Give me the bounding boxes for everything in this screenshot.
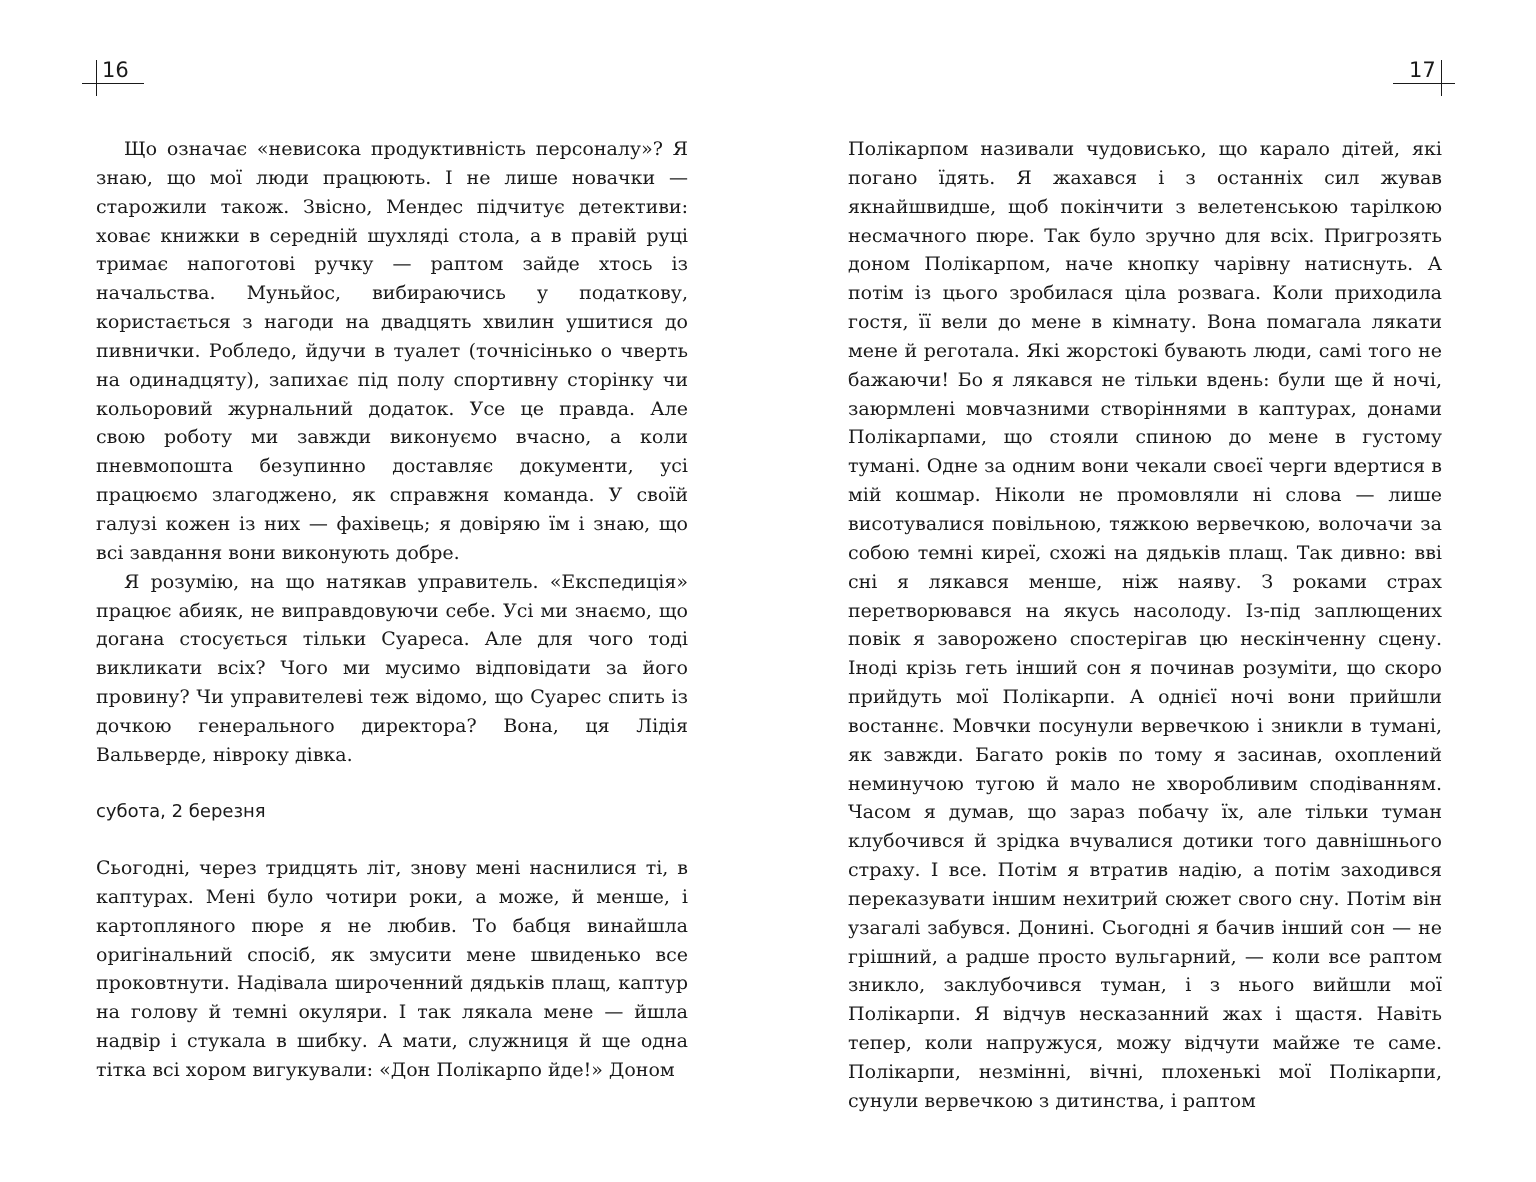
paragraph: Полікарпом називали чудовисько, що карало дітей, які погано їдять. Я жахався і з останніх сил жував якнайшвидше, щоб покінчити з велетенською тарілкою несмачного пюре. Так було зручно для всіх. Пригрозять доном Полікарпом, наче кнопку чарівну натиснуть. А потім із цього зробилася ціла розвага. Коли приходила гостя, її вели до мене в кімнату. Вона помагала лякати мене й реготала. Які жорстокі бувають люди, самі того не бажаючи! Бо я лякався не тільки вдень: були ще й ночі, заюрмлені мовчазними створіннями в каптурах, донами Полікарпами, що стояли спиною до мене в густому тумані. Одне за одним вони чекали своєї черги вдертися в мій кошмар. Ніколи не промовляли ні слова — лише висотувалися повільною, тяжкою вервечкою, волочачи за собою темні киреї, схожі на дядьків плащ. Так дивно: вві сні я лякався менше, ніж наяву. З роками страх перетворювався на якусь насолоду. Із-під заплющених повік я заворожено спостерігав цю нескінченну сцену. Іноді крізь геть інший сон я починав розуміти, що скоро прийдуть мої Полікарпи. А однієї ночі вони прийшли востаннє. Мовчки посунули вервечкою і зникли в тумані, як завжди. Багато років по тому я засинав, охоплений неминучою тугою й мало не хворобливим сподіванням. Часом я думав, що зараз побачу їх, але тільки туман клубочився й зрідка вчувалися дотики того давнішнього страху. І все. Потім я втратив надію, а потім заходився переказувати іншим нехитрий сюжет свого сну. Потім він узагалі забувся. Донині. Сьогодні я бачив інший сон — не грішний, а радше просто вульгарний, — коли все раптом зникло, заклубочився туман, і з нього вийшли мої Полікарпи. Я відчув несказанний жах і щастя. Навіть тепер, коли напружуся, можу відчути майже те саме. Полікарпи, незмінні, вічні, плохенькі мої Полікарпи, сунули вервечкою з дитинства, і раптом [848, 138, 1442, 1112]
right-body-text [848, 135, 1442, 1116]
paragraph: Що означає «невисока продуктивність персоналу»? Я знаю, що мої люди працюють. І не лише новачки — старожили також. Звісно, Мендес підчитує детективи: ховає книжки в середній шухляді стола, а в правій руці тримає напоготові ручку — раптом зайде хтось із начальства. Муньйос, вибираючись у податкову, користається з нагоди на двадцять хвилин ушитися до пивнички. Робледо, йдучи в туалет (точнісінько о чверть на одинадцяту), запихає під полу спортивну сторінку чи кольоровий журнальний додаток. Усе це правда. Але свою роботу ми завжди виконуємо вчасно, а коли пневмопошта безупинно доставляє документи, усі працюємо злагоджено, як справжня команда. У своїй галузі кожен із них — фахівець; я довіряю їм і знаю, що всі завдання вони виконують добре. [96, 138, 688, 564]
paragraph: Сьогодні, через тридцять літ, знову мені наснилися ті, в каптурах. Мені було чотири роки, а може, й менше, і картопляного пюре я не любив. То бабця винайшла оригінальний спосіб, як змусити мене швиденько все проковтнути. Надівала широченний дядьків плащ, каптур на голову й темні окуляри. І так лякала мене — йшла надвір і стукала в шибку. А мати, служниця й ще одна тітка всі хором вигукували: «Дон Полікарпо йде!» Доном [96, 857, 688, 1081]
entry-body-text [96, 854, 688, 1085]
page-number: 17 [1409, 58, 1436, 82]
paragraph: Я розумію, на що натякав управитель. «Експедиція» працює абияк, не виправдовуючи себе. Усі ми знаємо, що догана стосується тільки Суареса. Але для чого тоді викликати всіх? Чого ми мусимо відповідати за його провину? Чи управителеві теж відомо, що Суарес спить із дочкою генерального директора? Вона, ця Лідія Вальверде, нівроку дівка. [96, 570, 688, 766]
left-body-text [96, 135, 688, 770]
folio-rule-vertical [1441, 60, 1442, 96]
right-page [768, 0, 1536, 1182]
folio-rule-vertical [96, 60, 97, 96]
page-number: 16 [102, 58, 129, 82]
diary-date-heading: субота, 2 березня [96, 801, 266, 822]
